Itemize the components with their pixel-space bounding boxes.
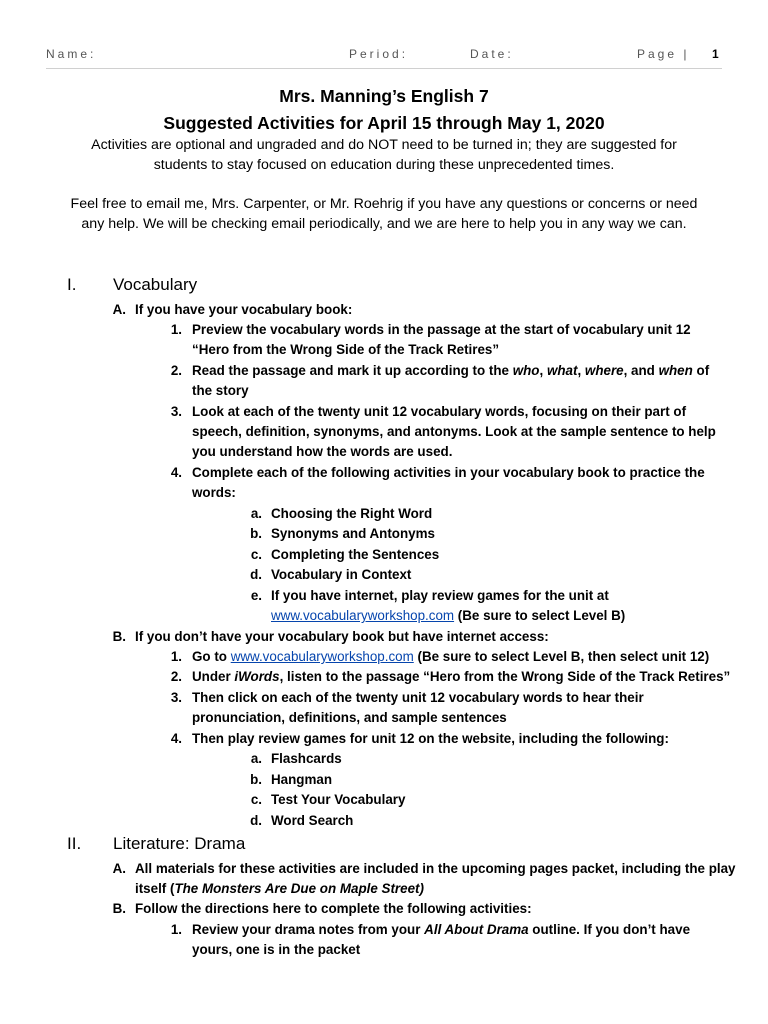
item-text: (Be sure to select Level B) (454, 608, 626, 623)
list-marker: B. (112, 629, 126, 644)
header-divider (46, 68, 722, 69)
date-label: Date: (470, 47, 514, 61)
list-marker: 1. (170, 649, 182, 664)
list-item: If you have your vocabulary book: (135, 302, 353, 317)
list-item: Synonyms and Antonyms (271, 526, 435, 541)
document-subtitle: Suggested Activities for April 15 through May 1, 2020 (163, 113, 605, 133)
list-item: Then click on each of the twenty unit 12 vocabulary words to hear their (192, 690, 644, 705)
intro-paragraph-1 (40, 135, 728, 175)
list-marker: 2. (170, 669, 182, 684)
list-item-continued: pronunciation, definitions, and sample sentences (192, 710, 507, 725)
list-item: Hangman (271, 772, 333, 787)
list-marker: 1. (170, 322, 182, 337)
list-item-continued: speech, definition, synonyms, and antonyms. Look at the sample sentence to help (192, 424, 716, 439)
list-item (192, 667, 730, 687)
period-label: Period: (349, 47, 409, 61)
list-item: Vocabulary in Context (271, 567, 412, 582)
list-item-continued (271, 606, 625, 626)
list-marker: a. (250, 751, 262, 766)
list-item: Complete each of the following activities in your vocabulary book to practice the (192, 465, 705, 480)
section-title: Vocabulary (113, 275, 198, 294)
section-number: I. (67, 275, 77, 294)
list-marker: c. (250, 547, 262, 562)
list-marker: B. (112, 901, 126, 916)
list-marker: a. (250, 506, 262, 521)
list-marker: c. (250, 792, 262, 807)
item-text: itself ( (135, 881, 175, 896)
list-item: Look at each of the twenty unit 12 vocabulary words, focusing on their part of (192, 404, 687, 419)
list-marker: A. (112, 861, 126, 876)
intro-p2-line1: Feel free to email me, Mrs. Carpenter, or Mr. Roehrig if you have any questions or concerns or need (70, 196, 698, 212)
list-marker: 3. (170, 404, 182, 419)
item-text: outline. If you don’t have (528, 922, 691, 937)
list-marker: 1. (170, 922, 182, 937)
list-marker: 2. (170, 363, 182, 378)
item-emphasis: where (584, 363, 624, 378)
list-item (192, 647, 709, 667)
item-emphasis: who (512, 363, 540, 378)
list-item: If you have internet, play review games for the unit at (271, 588, 609, 603)
vocabulary-workshop-link[interactable]: www.vocabularyworkshop.com (230, 649, 414, 664)
page-label: Page | (637, 47, 690, 61)
page-header (46, 47, 722, 67)
list-item: Then play review games for unit 12 on the website, including the following: (192, 731, 669, 746)
list-marker: 4. (170, 465, 182, 480)
item-text: Review your drama notes from your (192, 922, 425, 937)
item-text: Under (192, 669, 235, 684)
list-marker: b. (250, 772, 262, 787)
list-marker: 4. (170, 731, 182, 746)
list-item (192, 920, 690, 940)
intro-p1-line1: Activities are optional and ungraded and do NOT need to be turned in; they are suggested for (91, 137, 677, 153)
intro-paragraph-2 (40, 194, 728, 234)
list-item-continued: “Hero from the Wrong Side of the Track Retires” (192, 342, 500, 357)
item-text: (Be sure to select Level B, then select unit 12) (413, 649, 710, 664)
item-emphasis: iWords (234, 669, 280, 684)
item-emphasis: what (546, 363, 578, 378)
list-item: If you don’t have your vocabulary book but have internet access: (135, 629, 549, 644)
list-item: Test Your Vocabulary (271, 792, 406, 807)
item-emphasis: when (658, 363, 693, 378)
list-marker: d. (250, 813, 262, 828)
list-item: Word Search (271, 813, 354, 828)
section-number: II. (67, 834, 82, 853)
list-item: All materials for these activities are included in the upcoming pages packet, including the play (135, 861, 736, 876)
list-item-continued: the story (192, 383, 249, 398)
list-item: Choosing the Right Word (271, 506, 433, 521)
list-item-continued: you understand how the words are used. (192, 444, 453, 459)
list-marker: d. (250, 567, 262, 582)
name-label: Name: (46, 47, 97, 61)
section-title: Literature: Drama (113, 834, 246, 853)
list-item: Completing the Sentences (271, 547, 440, 562)
intro-p1-line2: students to stay focused on education during these unprecedented times. (153, 157, 615, 173)
vocabulary-workshop-link[interactable]: www.vocabularyworkshop.com (271, 608, 455, 623)
play-title: The Monsters Are Due on Maple Street) (174, 881, 424, 896)
list-item: Flashcards (271, 751, 342, 766)
list-item-continued: words: (192, 485, 236, 500)
list-marker: e. (250, 588, 262, 603)
item-text: Go to (192, 649, 231, 664)
item-text: , listen to the passage “Hero from the Wrong Side of the Track Retires” (279, 669, 731, 684)
document-title: Mrs. Manning’s English 7 (279, 86, 489, 106)
list-item (192, 361, 709, 381)
intro-p2-line2: any help. We will be checking email periodically, and we are here to help you in any way we can. (81, 216, 687, 232)
item-text: , and (623, 363, 659, 378)
item-text: , (539, 363, 547, 378)
list-marker: A. (112, 302, 126, 317)
list-item-continued (135, 879, 424, 899)
item-text: Read the passage and mark it up according to the (192, 363, 513, 378)
list-marker: 3. (170, 690, 182, 705)
page-number: 1 (712, 47, 720, 61)
item-emphasis: All About Drama (424, 922, 529, 937)
item-text: , (577, 363, 585, 378)
item-text: of (692, 363, 710, 378)
list-marker: b. (250, 526, 262, 541)
list-item: Follow the directions here to complete the following activities: (135, 901, 532, 916)
list-item: Preview the vocabulary words in the passage at the start of vocabulary unit 12 (192, 322, 691, 337)
list-item-continued: yours, one is in the packet (192, 942, 361, 957)
